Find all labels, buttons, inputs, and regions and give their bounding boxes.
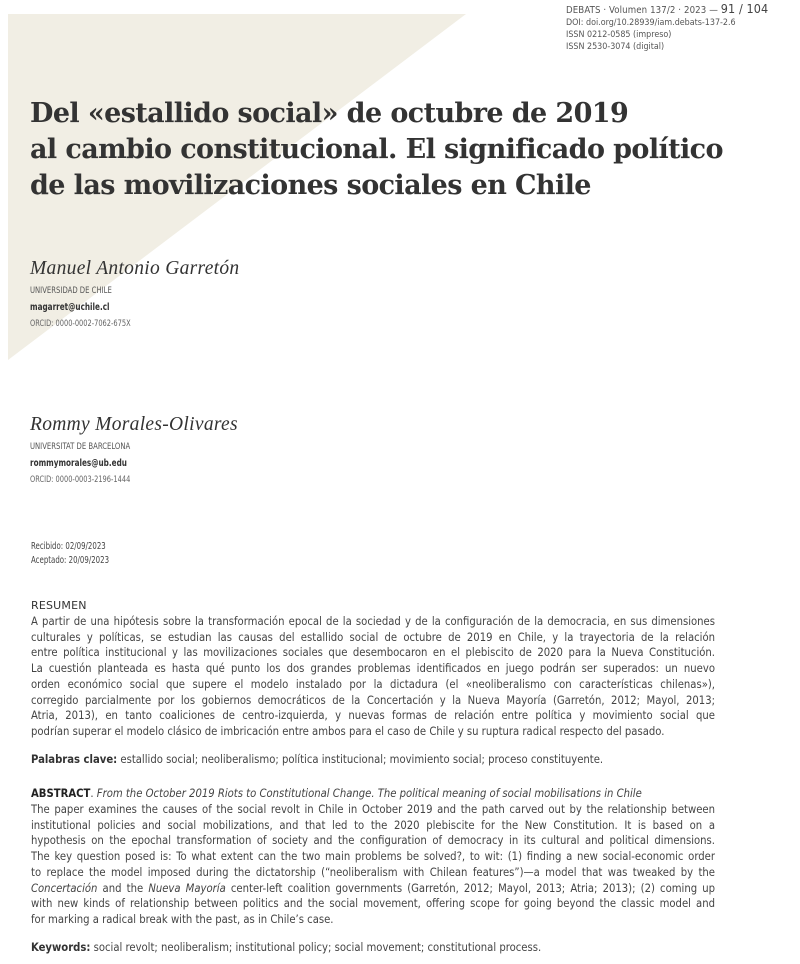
doi-link[interactable]: DOI: doi.org/10.28939/iam.debats-137-2.6: [566, 18, 736, 28]
issn-digital: ISSN 2530-3074 (digital): [566, 42, 665, 52]
text-line: culturales y políticas, se estudian las causas del estallido social de octubre de 2019 en Chile, y la trayectoria de la relación: [31, 630, 715, 644]
text-line: The key question posed is: To what extent can the two main problems be solved?, to wit: (1) finding a new social-economic order: [31, 850, 715, 864]
resumen-body: [31, 614, 715, 740]
text-line: corregido parcialmente por los gobiernos democráticos de la Concertación y la Nueva Mayoría (Garretón, 2012; Mayol, 2013;: [31, 693, 715, 707]
italic-term: Concertación: [31, 881, 98, 895]
text-line: for marking a radical break with the past, as in Chile’s case.: [31, 912, 334, 926]
article-title: [30, 96, 730, 204]
text-line: institutional policies and social mobilizations, and that led to the 2020 plebiscite for the New Constitution. It is based on a: [31, 818, 715, 832]
text-line: orden económico social que supere el modelo instalado por la dictadura (el «neoliberalismo con características chilenas»),: [31, 677, 715, 691]
accepted-date: Aceptado: 20/09/2023: [31, 555, 110, 566]
title-line: al cambio constitucional. El significado político: [30, 134, 723, 165]
journal-issue-line: [566, 3, 798, 17]
author-email-link[interactable]: rommymorales@ub.edu: [30, 458, 127, 469]
text-line: Atria, 2013), en tanto coaliciones de centro-izquierda, y nuevas formas de relación entre política y movimiento social que: [31, 709, 715, 723]
text-line: The paper examines the causes of the social revolt in Chile in October 2019 and the path carved out by the relationship between: [31, 803, 715, 816]
text-line: to replace the model imposed during the dictatorship (“neoliberalism with Chilean features”)—a model that was tweaked by the: [31, 865, 715, 879]
text-line: A partir de una hipótesis sobre la transformación epocal de la sociedad y de la configuración de la democracia, en sus dimensiones: [31, 615, 715, 628]
keywords-list: estallido social; neoliberalismo; política institucional; movimiento social; proceso constituyente.: [117, 753, 604, 766]
author-affiliation: UNIVERSITAT DE BARCELONA: [30, 442, 131, 452]
text-span: and the: [97, 881, 149, 895]
title-line: Del «estallido social» de octubre de 2019: [30, 98, 629, 129]
author-name: Manuel Antonio Garretón: [30, 258, 240, 279]
text-line: La cuestión planteada es hasta qué punto los dos grandes problemas identificados en juego podrán ser superados: un nuevo: [31, 662, 715, 676]
journal-issue: DEBATS · Volumen 137/2 · 2023: [566, 5, 707, 16]
journal-header: [566, 3, 798, 53]
heading-separator: .: [90, 787, 97, 800]
page-range: 91 / 104: [720, 1, 769, 16]
title-line: de las movilizaciones sociales en Chile: [30, 170, 591, 201]
author-block: [30, 258, 239, 329]
issn-print: ISSN 0212-0585 (impreso): [566, 30, 672, 40]
keywords-label: Keywords:: [31, 941, 91, 954]
author-name: Rommy Morales-Olivares: [30, 414, 238, 435]
received-date: Recibido: 02/09/2023: [31, 541, 106, 552]
text-line: entre política institucional y las movilizaciones sociales que desembocaron en el plebiscito de 2020 para la Nueva Constitución.: [31, 646, 715, 660]
resumen-heading: RESUMEN: [31, 599, 87, 612]
author-orcid[interactable]: ORCID: 0000-0003-2196-1444: [30, 475, 131, 485]
text-line: [31, 881, 715, 897]
abstract-body: [31, 802, 715, 928]
author-block: [30, 414, 238, 485]
keywords-label: Palabras clave:: [31, 753, 118, 766]
english-title: From the October 2019 Riots to Constitutional Change. The political meaning of social mobilisations in Chile: [96, 787, 642, 800]
palabras-clave: [31, 753, 603, 766]
author-orcid[interactable]: ORCID: 0000-0002-7062-675X: [30, 319, 131, 329]
italic-term: Nueva Mayoría: [148, 881, 226, 895]
text-line: podrían superar el modelo clásico de imbricación entre ambos para el caso de Chile y su ruptura radical respecto del pasado.: [31, 724, 665, 738]
text-line: with new kinds of relationship between politics and the social movement, offering scope for going beyond the classic model and: [31, 897, 715, 911]
text-span: center-left coalition governments (Garretón, 2012; Mayol, 2013; Atria; 2013); (2) coming up: [225, 881, 716, 895]
submission-dates: [31, 540, 109, 568]
text-line: hypothesis on the epochal transformation of society and the configuration of democracy in its cultural and political dimensions.: [31, 834, 715, 848]
author-email-link[interactable]: magarret@uchile.cl: [30, 302, 110, 313]
separator: —: [709, 5, 718, 16]
keywords-list: social revolt; neoliberalism; institutional policy; social movement; constitutional process.: [90, 941, 542, 954]
abstract-heading: ABSTRACT: [31, 787, 91, 800]
abstract-heading-line: [31, 787, 642, 800]
keywords: [31, 941, 541, 954]
author-affiliation: UNIVERSIDAD DE CHILE: [30, 286, 112, 296]
